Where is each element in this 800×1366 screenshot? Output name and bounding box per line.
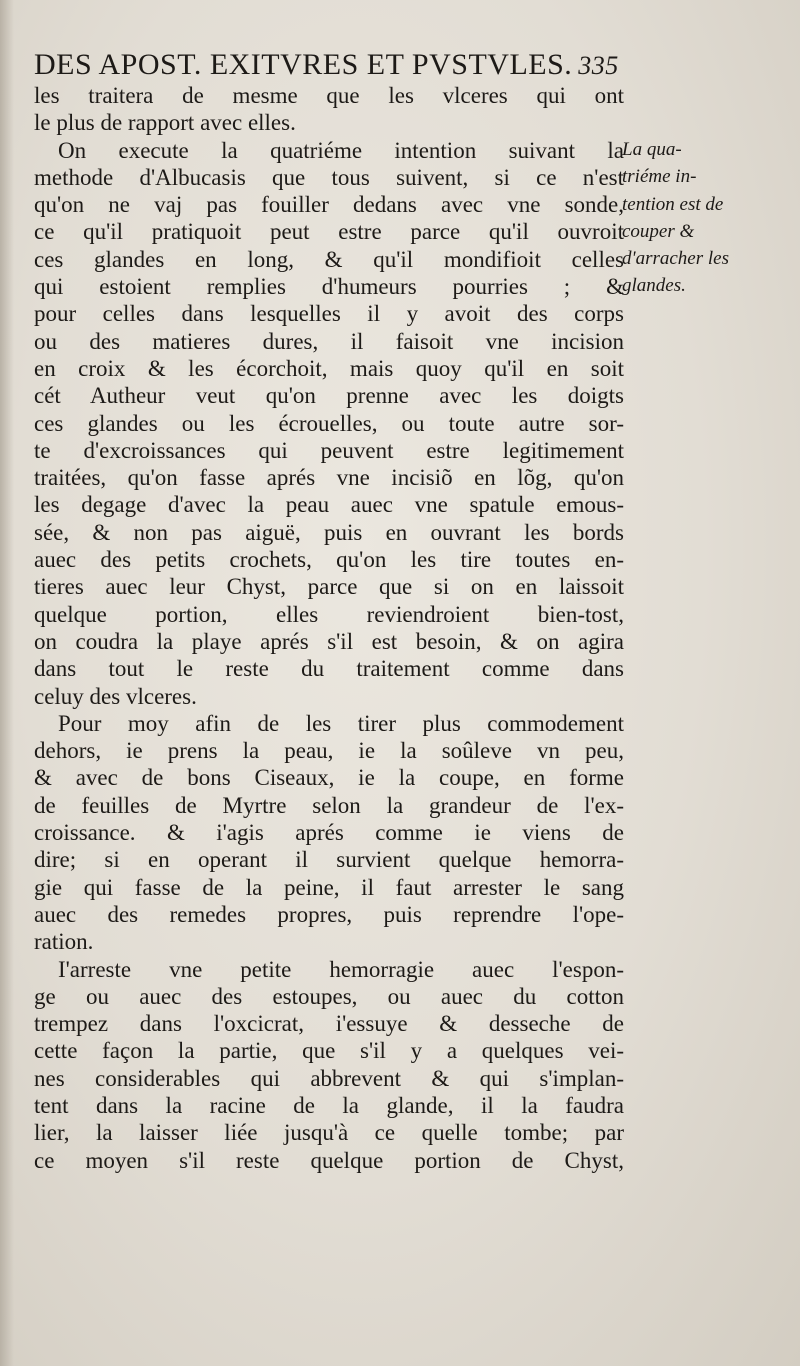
text-line: On execute la quatriéme intention suivant la — [58, 137, 624, 163]
text-line: dire; si en operant il survient quelque hemorra- — [34, 847, 624, 873]
text-line: ce qu'il pratiquoit peut estre parce qu'il ouvroit — [34, 219, 624, 245]
text-line: sée, & non pas aiguë, puis en ouvrant les bords — [34, 519, 624, 545]
text-line: on coudra la playe aprés s'il est besoin, & on agira — [34, 628, 624, 654]
text-line: ces glandes ou les écrouelles, ou toute autre sor- — [34, 410, 624, 436]
text-line: cét Autheur veut qu'on prenne avec les doigts — [34, 383, 624, 409]
margin-note-line: triéme in- — [622, 166, 697, 188]
text-line: lier, la laisser liée jusqu'à ce quelle tombe; par — [34, 1120, 624, 1146]
body-text — [34, 82, 624, 1174]
text-line: pour celles dans lesquelles il y avoit des corps — [34, 301, 624, 327]
text-line: quelque portion, elles reviendroient bien-tost, — [34, 601, 624, 627]
text-line: ge ou auec des estoupes, ou auec du cotton — [34, 983, 624, 1009]
page-edge-shadow — [0, 0, 14, 1366]
margin-note-line: glandes. — [622, 275, 686, 297]
text-line: & avec de bons Ciseaux, ie la coupe, en forme — [34, 765, 624, 791]
page-number: 335 — [578, 51, 619, 80]
text-line: nes considerables qui abbrevent & qui s'implan- — [34, 1065, 624, 1091]
text-line: auec des remedes propres, puis reprendre l'ope- — [34, 901, 624, 927]
text-line: gie qui fasse de la peine, il faut arrester le sang — [34, 874, 624, 900]
text-line: qui estoient remplies d'humeurs pourries ; & — [34, 274, 624, 300]
margin-note-line: La qua- — [622, 139, 682, 160]
text-line: dans tout le reste du traitement comme dans — [34, 656, 624, 682]
text-line: qu'on ne vaj pas fouiller dedans avec vne sonde, — [34, 192, 624, 218]
text-line: auec des petits crochets, qu'on les tire toutes en- — [34, 547, 624, 573]
text-line: te d'excroissances qui peuvent estre legitimement — [34, 437, 624, 463]
text-line: ce moyen s'il reste quelque portion de Chyst, — [34, 1147, 624, 1173]
text-line: dehors, ie prens la peau, ie la soûleve vn peu, — [34, 738, 624, 764]
running-head-title: DES APOST. EXITVRES ET PVSTVLES. — [34, 48, 573, 81]
margin-note — [622, 136, 762, 300]
margin-note-line: couper & — [622, 220, 695, 242]
text-line: methode d'Albucasis que tous suivent, si ce n'est — [34, 164, 624, 190]
text-line: tieres auec leur Chyst, parce que si on en laissoit — [34, 574, 624, 600]
text-line: en croix & les écorchoit, mais quoy qu'il en soit — [34, 355, 624, 381]
text-line: cette façon la partie, que s'il y a quelques vei- — [34, 1038, 624, 1064]
text-line: croissance. & i'agis aprés comme ie viens de — [34, 820, 624, 846]
text-line: traitées, qu'on fasse aprés vne incisiõ en lõg, qu'on — [34, 465, 624, 491]
margin-note-line: d'arracher les — [622, 248, 729, 270]
text-line: les traitera de mesme que les vlceres qui ont — [34, 83, 624, 108]
text-line: ces glandes en long, & qu'il mondifioit celles — [34, 246, 624, 272]
text-line: ou des matieres dures, il faisoit vne incision — [34, 328, 624, 354]
text-line: ration. — [34, 929, 94, 955]
running-head — [34, 48, 634, 82]
text-line: celuy des vlceres. — [34, 683, 197, 709]
text-line: I'arreste vne petite hemorragie auec l'espon- — [58, 956, 624, 982]
text-line: Pour moy afin de les tirer plus commodement — [58, 710, 624, 736]
text-line: trempez dans l'oxcicrat, i'essuye & desseche de — [34, 1011, 624, 1037]
text-line: le plus de rapport avec elles. — [34, 110, 296, 136]
text-line: les degage d'avec la peau auec vne spatule emous- — [34, 492, 624, 518]
margin-note-line: tention est de — [622, 193, 724, 215]
text-line: tent dans la racine de la glande, il la faudra — [34, 1092, 624, 1118]
text-line: de feuilles de Myrtre selon la grandeur de l'ex- — [34, 792, 624, 818]
